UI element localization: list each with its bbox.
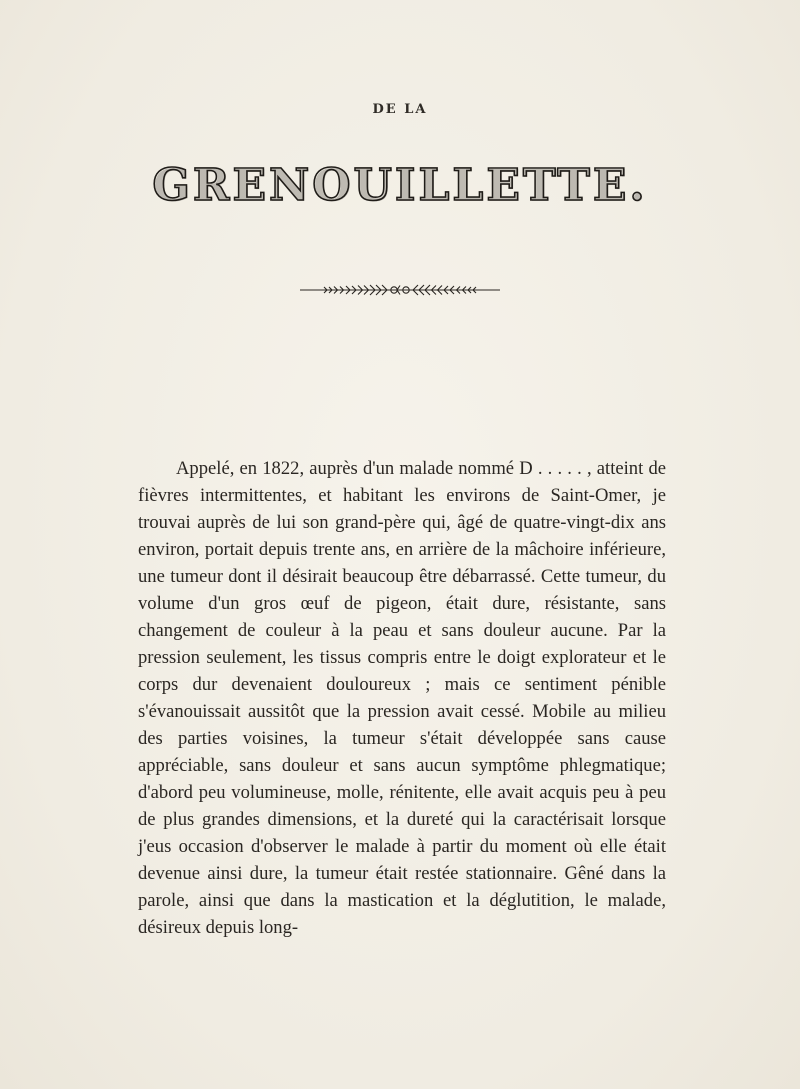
title-preposition: DE LA: [372, 102, 428, 117]
decorative-rule-icon: [300, 283, 500, 297]
paragraph: Appelé, en 1822, auprès d'un malade nommé D . . . . . , atteint de fièvres intermittentes, et habitant les environs de Saint-Omer, je trouvai auprès de lui son grand-père qui, âgé de quatre-vingt-dix ans environ, portait depuis trente ans, en arrière de la mâchoire inférieure, une tumeur dont il désirait beaucoup être débarrassé. Cette tumeur, du volume d'un gros œuf de pigeon, était dure, résistante, sans changement de couleur à la peau et sans douleur aucune. Par la pression seulement, les tissus compris entre le doigt explorateur et le corps dur devenaient douloureux ; mais ce sentiment pénible s'évanouissait aussitôt que la pression avait cessé. Mobile au milieu des parties voisines, la tumeur s'était développée sans cause appréciable, sans douleur et sans aucun symptôme phlegmatique; d'abord peu volumineuse, molle, rénitente, elle avait acquis peu à peu de plus grandes dimensions, et la dureté qui la caractérisait lorsque j'eus occasion d'observer le malade à partir du moment où elle était devenue ainsi dure, la tumeur était restée stationnaire. Gêné dans la parole, ainsi que dans la mastication et la déglutition, le malade, désireux depuis long-: [138, 458, 666, 938]
page-title-text: GRENOUILLETTE.: [152, 160, 648, 211]
page-title: [0, 160, 800, 211]
body-text: [138, 455, 666, 941]
